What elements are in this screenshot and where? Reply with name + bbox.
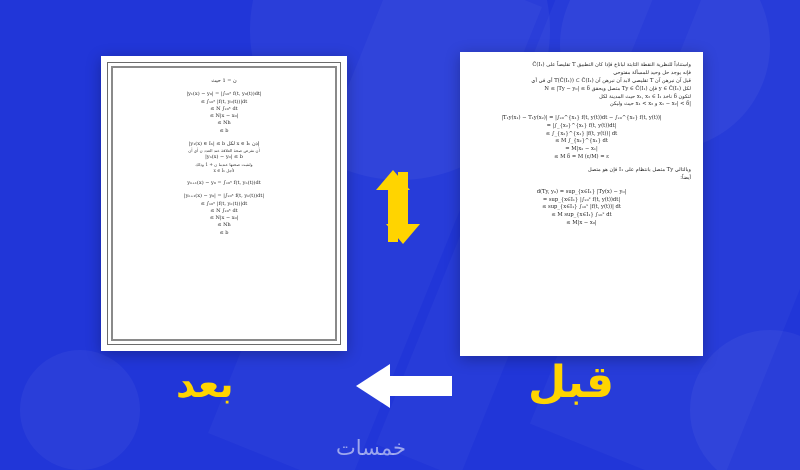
before-document-text <box>472 62 691 227</box>
math-line: ≤ b <box>219 229 229 236</box>
math-line: ≤ N ∫ₓ₀ˣ dt <box>210 207 238 214</box>
math-line: ﻗﺒﻞ ﺁﻥ ﻧﺒﺮﻫﻦ ﺁﻥ T ﺗﻘﻠﻴﺼﻲ ﻻﺑﺪ ﺁﻥ ﻧﺒﺮﻫﻦ ﺁﻥ T(C̄(I₁)) ⊂ C̄(I₁) ﺃﻱ ﻓﻲ ﺃﻱ <box>531 77 691 84</box>
math-line: |y₁(x) ∈ Iₕ| ≤ b ﻟﻜﻞ x ∈ Iₕ ﺇﺫﻥ <box>188 140 260 147</box>
math-line: ≤ b <box>219 127 229 134</box>
math-line: x ∈ Iₕ ﻷﺟﻞ <box>213 167 235 173</box>
math-line: d(Ty, y₀) = sup_{x∈I₁} |Ty(x) − y₀| <box>536 188 627 195</box>
math-line: yₙ₊₁(x) − y₀ = ∫ₓ₀ˣ f(t, yₙ(t))dt <box>187 180 261 186</box>
math-line: ≤ ∫ₓ₀ˣ |f(t, yₙ(t))|dt <box>200 200 248 207</box>
math-line: ≤ ∫_{x₂}^{x₁} |f(t, y(t))| dt <box>545 130 618 137</box>
background-circle <box>690 330 800 470</box>
math-line: ≤ ∫ₓ₀ˣ |f(t, y₀(t))|dt <box>200 98 248 105</box>
math-line: ﻭﺑﺎﻟﺘﺎﻟﻲ Ty ﻣﺘﺼﻞ ﺑﺎﻧﺘﻈﺎﻡ ﻋﻠﻰ I₁ ﻓﺈﻥ ﻫﻮ ﻣﺘﺼﻞ <box>588 167 691 174</box>
math-line: = sup_{x∈I₁} |∫ₓ₀ˣ f(t, y(t))dt| <box>542 196 621 203</box>
after-document-text <box>127 78 321 236</box>
page-border-outer <box>107 62 341 345</box>
math-line: |yₙ₊₁(x) − y₀| = |∫ₓ₀ˣ f(t, yₙ(t))dt| <box>183 193 265 200</box>
math-line: ≤ M sup_{x∈I₁} ∫ₓ₀ˣ dt <box>551 212 612 219</box>
left-arrow-icon <box>356 362 452 410</box>
after-document-page[interactable] <box>101 56 347 351</box>
math-line: ≤ Nh <box>217 222 231 229</box>
math-line: ﻓﺈﻧﻪ ﻳﻮﺟﺪ ﺣﻞ ﻭﺣﻴﺪ ﻟﻠﻤﺴﺄﻟﺔ ﻣﻔﺘﻮﺣﻲ <box>613 69 691 76</box>
math-line: ≤ M ∫_{x₂}^{x₁} dt <box>555 138 608 145</box>
math-line: ن = 1 ﺣﻴﺚ <box>211 78 237 84</box>
background-circle <box>20 350 140 470</box>
math-line: |T₁y(x₁) − T₁y(x₂)| = |∫ₓ₀^{x₁} f(t, y(t))dt − ∫ₓ₀^{x₂} f(t, y(t))| <box>501 114 662 121</box>
math-line: ﺃﻥ ﻧﻔﺮﺽ ﺻﺤﺔ ﺍﻟﻌﻼﻗﺔ ﻋﻨﺪ ﺍﻟﻌﺪﺩ ﻥ ﺃﻱ ﺃﻥ <box>188 148 260 153</box>
math-line: = M|x₂ − x₁| <box>565 146 598 153</box>
math-line: ≤ M|x − x₀| <box>566 220 597 227</box>
math-line: |x₁ − x₂| < δ ﻭ x₁ < x₂ ﺣﻴﺚ ﻭﻟﻴﻜﻦ <box>609 101 691 108</box>
math-line: ﻟﺘﻜﻮﻥ δ ﻧﺎﺧﺬ x₁, x₂ ∈ I₁ ﺣﻴﺚ ﺍﻟﻤﺪﻳﻨﺔ ﻟﻜﻞ <box>599 93 691 100</box>
math-line: ≤ Nh <box>217 120 231 127</box>
math-line: |y₁(x) − y₀| = |∫ₓ₀ˣ f(t, y₀(t))dt| <box>186 91 262 98</box>
before-document-page[interactable] <box>460 52 703 356</box>
math-line: ﻭﻟﻨﺜﺒﺖ ﺻﺤﺘﻬﺎ ﻋﻨﺪﻣﺎ ﻥ + 1 ﻭﺫﻟﻚ <box>195 161 253 167</box>
math-line: = |∫_{x₂}^{x₁} f(t, y(t))dt| <box>546 122 617 129</box>
math-line: ﻭﺍﺳﺘﻨﺎﺩﺍً ﻟﻠﻨﻈﺮﻳﺔ ﺍﻟﻨﻘﻄﺔ ﺍﻟﺜﺎﺑﺘﺔ ﻟﺒﺎﻧﺎﺥ ﻓﺈﺫﺍ ﻛﺎﻥ ﺍﻟﺘﻄﺒﻴﻖ T ﺗﻘﻠﻴﺼﺎً ﻋﻠﻰ C̄(I₁) <box>532 62 691 68</box>
math-line: ≤ N|x − x₀| <box>209 215 239 221</box>
watermark-text: خمسات <box>336 436 407 460</box>
math-line: ≤ N|x − x₀| <box>209 113 239 119</box>
after-label: بعد <box>176 362 234 406</box>
math-line: ≤ M δ = M (ε/M) = ε <box>554 154 609 161</box>
math-line: ≤ sup_{x∈I₁} ∫ₓ₀ˣ |f(t, y(t))| dt <box>542 204 621 211</box>
page-border-inner <box>111 66 337 341</box>
math-line: ﻟﻜﻞ y ∈ C̄(I₁) ﻓﺈﻥ Ty ∈ C̄(I₁) ﻣﺘﺼﻞ ﻭﻳﺤﻘﻖ N ≤ |Ty − y₀| ≤ δ <box>544 85 691 92</box>
math-line: |yₙ(x) − y₀| ≤ b <box>205 154 243 161</box>
swap-vertical-arrows-icon <box>366 168 436 246</box>
math-line: ﺃﻳﻀﺎً: <box>680 175 691 182</box>
before-label: قبل <box>528 357 615 408</box>
math-line: ≤ N ∫ₓ₀ˣ dt <box>210 105 238 112</box>
